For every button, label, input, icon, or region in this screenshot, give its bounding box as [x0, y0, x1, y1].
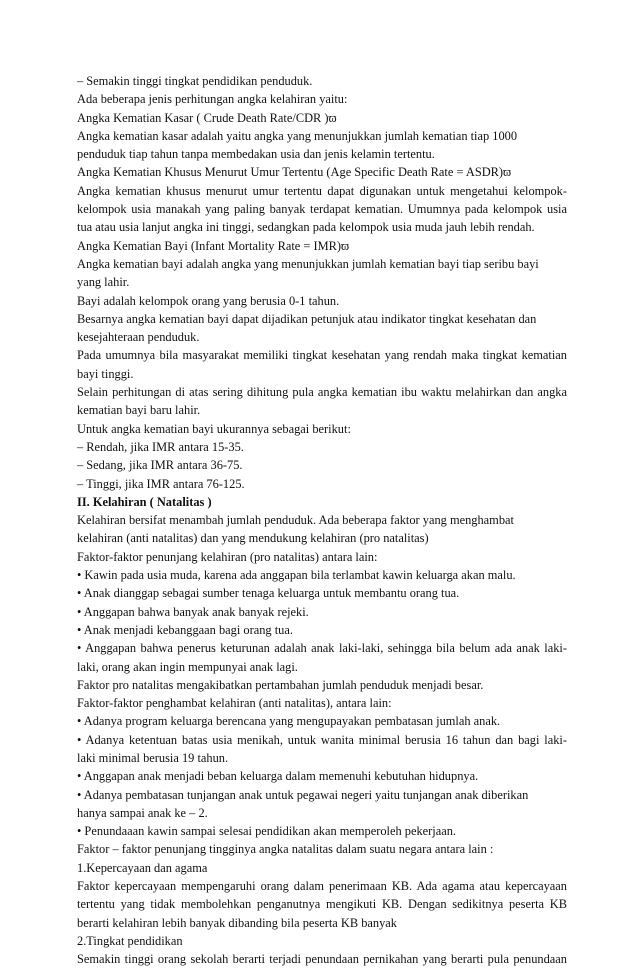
text-line: tua atau usia lanjut angka ini tinggi, sedangkan pada kelompok usia muda jauh lebih rendah.: [77, 220, 535, 235]
text-line: • Kawin pada usia muda, karena ada anggapan bila terlambat kawin keluarga akan malu.: [77, 568, 516, 583]
text-line: penduduk tiap tahun tanpa membedakan usia dan jenis kelamin tertentu.: [77, 147, 435, 162]
text-line: bayi tinggi.: [77, 366, 134, 381]
text-line: Selain perhitungan di atas sering dihitung pula angka kematian ibu waktu melahirkan dan angka: [77, 385, 567, 400]
text-line: Faktor pro natalitas mengakibatkan pertambahan jumlah penduduk menjadi besar.: [77, 677, 484, 692]
text-line: 1.Kepercayaan dan agama: [77, 860, 208, 875]
text-line: kematian bayi baru lahir.: [77, 403, 201, 418]
text-line: Faktor kepercayaan mempengaruhi orang dalam penerimaan KB. Ada agama atau kepercayaan: [77, 879, 567, 894]
text-line: Angka kematian kasar adalah yaitu angka yang menunjukkan jumlah kematian tiap 1000: [77, 128, 518, 143]
text-line: Bayi adalah kelompok orang yang berusia 0-1 tahun.: [77, 293, 340, 308]
text-line: Besarnya angka kematian bayi dapat dijadikan petunjuk atau indikator tingkat kesehatan dan: [77, 311, 537, 326]
text-line: Kelahiran bersifat menambah jumlah penduduk. Ada beberapa faktor yang menghambat: [77, 513, 514, 528]
text-line: kelahiran (anti natalitas) dan yang mendukung kelahiran (pro natalitas): [77, 531, 429, 546]
text-line: – Semakin tinggi tingkat pendidikan penduduk.: [77, 74, 313, 88]
text-line: Pada umumnya bila masyarakat memiliki tingkat kesehatan yang rendah maka tingkat kematian: [77, 348, 567, 363]
text-line: Faktor-faktor penghambat kelahiran (anti natalitas), antara lain:: [77, 696, 392, 711]
text-line: • Adanya program keluarga berencana yang mengupayakan pembatasan jumlah anak.: [77, 714, 501, 729]
text-line: Angka Kematian Kasar ( Crude Death Rate/CDR )ϖ: [77, 110, 337, 125]
text-line: – Tinggi, jika IMR antara 76-125.: [77, 476, 245, 491]
text-line: Angka kematian khusus menurut umur tertentu dapat digunakan untuk mengetahui kelompok-: [77, 183, 567, 198]
text-line: – Rendah, jika IMR antara 15-35.: [77, 439, 244, 454]
section-heading: II. Kelahiran ( Natalitas ): [77, 494, 212, 509]
text-line: Untuk angka kematian bayi ukurannya sebagai berikut:: [77, 421, 351, 436]
text-line: • Anak menjadi kebanggaan bagi orang tua.: [77, 622, 293, 637]
text-line: • Anak dianggap sebagai sumber tenaga keluarga untuk membantu orang tua.: [77, 586, 460, 601]
text-line: Angka Kematian Khusus Menurut Umur Tertentu (Age Specific Death Rate = ASDR)ϖ: [77, 165, 512, 180]
text-line: kelompok usia manakah yang paling banyak terdapat kematian. Umumnya pada kelompok usia: [77, 202, 567, 217]
text-line: hanya sampai anak ke – 2.: [77, 805, 208, 820]
text-line: laki minimal berusia 19 tahun.: [77, 750, 229, 765]
text-line: laki, orang akan ingin mempunyai anak lagi.: [77, 659, 298, 674]
text-line: berarti kelahiran lebih banyak dibanding bila peserta KB banyak: [77, 915, 397, 930]
text-line: • Adanya ketentuan batas usia menikah, untuk wanita minimal berusia 16 tahun dan bagi laki-: [77, 732, 567, 747]
text-line: Faktor – faktor penunjang tingginya angka natalitas dalam suatu negara antara lain :: [77, 842, 494, 857]
text-line: – Sedang, jika IMR antara 36-75.: [77, 458, 243, 473]
text-line: • Anggapan bahwa penerus keturunan adalah anak laki-laki, sehingga bila belum ada anak laki-: [77, 641, 567, 656]
text-line: tertentu yang tidak membolehkan penganutnya mengikuti KB. Dengan sedikitnya peserta KB: [77, 897, 567, 912]
text-line: Semakin tinggi orang sekolah berarti terjadi penundaan pernikahan yang berarti pula penundaan: [77, 952, 567, 967]
document-page: [77, 72, 567, 969]
text-line: Ada beberapa jenis perhitungan angka kelahiran yaitu:: [77, 92, 348, 107]
text-line: Angka kematian bayi adalah angka yang menunjukkan jumlah kematian bayi tiap seribu bayi: [77, 256, 539, 271]
text-line: 2.Tingkat pendidikan: [77, 933, 183, 948]
text-line: Angka Kematian Bayi (Infant Mortality Rate = IMR)ϖ: [77, 238, 350, 253]
text-line: kesejahteraan penduduk.: [77, 330, 200, 345]
text-line: • Anggapan anak menjadi beban keluarga dalam memenuhi kebutuhan hidupnya.: [77, 769, 479, 784]
text-line: • Adanya pembatasan tunjangan anak untuk pegawai negeri yaitu tunjangan anak diberikan: [77, 787, 529, 802]
text-line: • Penundaaan kawin sampai selesai pendidikan akan memperoleh pekerjaan.: [77, 824, 457, 839]
text-line: Faktor-faktor penunjang kelahiran (pro natalitas) antara lain:: [77, 549, 378, 564]
text-line: • Anggapan bahwa banyak anak banyak rejeki.: [77, 604, 309, 619]
text-line: yang lahir.: [77, 275, 130, 290]
